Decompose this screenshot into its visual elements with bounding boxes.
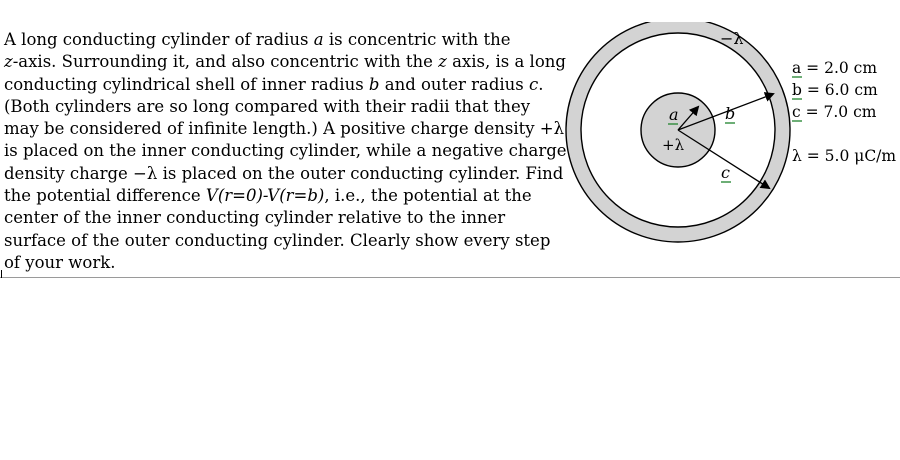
problem-text-run: (Both cylinders are so long compared with their radii that they <box>4 96 531 116</box>
problem-line <box>4 230 551 252</box>
problem-text-run: V(r=0)-V(r=b) <box>205 186 325 206</box>
inner-charge-label: +λ <box>662 136 685 154</box>
outer-charge-label: −λ <box>720 29 744 48</box>
problem-statement <box>4 29 567 274</box>
problem-text-run: -axis. Surrounding it, and also concentric with the <box>12 52 439 72</box>
problem-line <box>4 207 544 229</box>
problem-line <box>4 118 565 140</box>
radius-c-label <box>721 163 731 182</box>
problem-text-run: may be considered of infinite length.) A positive charge density +λ <box>4 119 565 139</box>
problem-text-run: z <box>4 52 13 72</box>
problem-text-run: is concentric with the <box>323 30 511 49</box>
problem-line <box>4 96 544 118</box>
problem-text-run: z <box>438 52 447 72</box>
radius-b-label <box>725 104 735 123</box>
svg-text:b: b <box>725 104 736 123</box>
problem-text-run: axis, is a long <box>446 52 566 72</box>
problem-text-run: conducting cylindrical shell of inner radius <box>4 74 369 94</box>
cylinder-diagram <box>550 22 900 262</box>
problem-text-run: is placed on the inner conducting cylinder, while a negative charge <box>4 141 567 161</box>
given-a: a = 2.0 cm <box>792 59 878 77</box>
problem-line <box>4 252 544 274</box>
problem-text-run: density charge −λ is placed on the outer conducting cylinder. Find <box>4 163 564 183</box>
text-cursor <box>1 270 2 278</box>
problem-text-run: c <box>529 74 539 94</box>
problem-text-run: a <box>313 30 324 49</box>
problem-line <box>4 29 544 51</box>
problem-line <box>4 163 564 185</box>
given-lambda: λ = 5.0 μC/m <box>792 147 897 165</box>
radius-a-label <box>668 105 679 124</box>
given-b: b = 6.0 cm <box>792 81 878 99</box>
problem-text-run: , i.e., the potential at the <box>324 186 532 206</box>
problem-line <box>4 51 566 73</box>
problem-text-run: A long conducting cylinder of radius <box>4 30 314 49</box>
problem-text-run: center of the inner conducting cylinder relative to the inner <box>4 208 506 228</box>
problem-line <box>4 185 544 207</box>
given-values <box>792 59 896 165</box>
svg-text:a: a <box>669 105 679 124</box>
problem-line <box>4 74 544 96</box>
svg-text:c: c <box>721 163 730 182</box>
problem-text-run: the potential difference <box>4 186 206 206</box>
problem-text-run: and outer radius <box>379 74 529 94</box>
given-c: c = 7.0 cm <box>792 103 877 121</box>
problem-text-run: of your work. <box>4 252 116 272</box>
problem-text-run: . <box>538 74 544 94</box>
problem-text-run: surface of the outer conducting cylinder. Clearly show every step <box>4 230 551 250</box>
problem-text-run: b <box>368 74 380 94</box>
problem-line <box>4 140 567 162</box>
